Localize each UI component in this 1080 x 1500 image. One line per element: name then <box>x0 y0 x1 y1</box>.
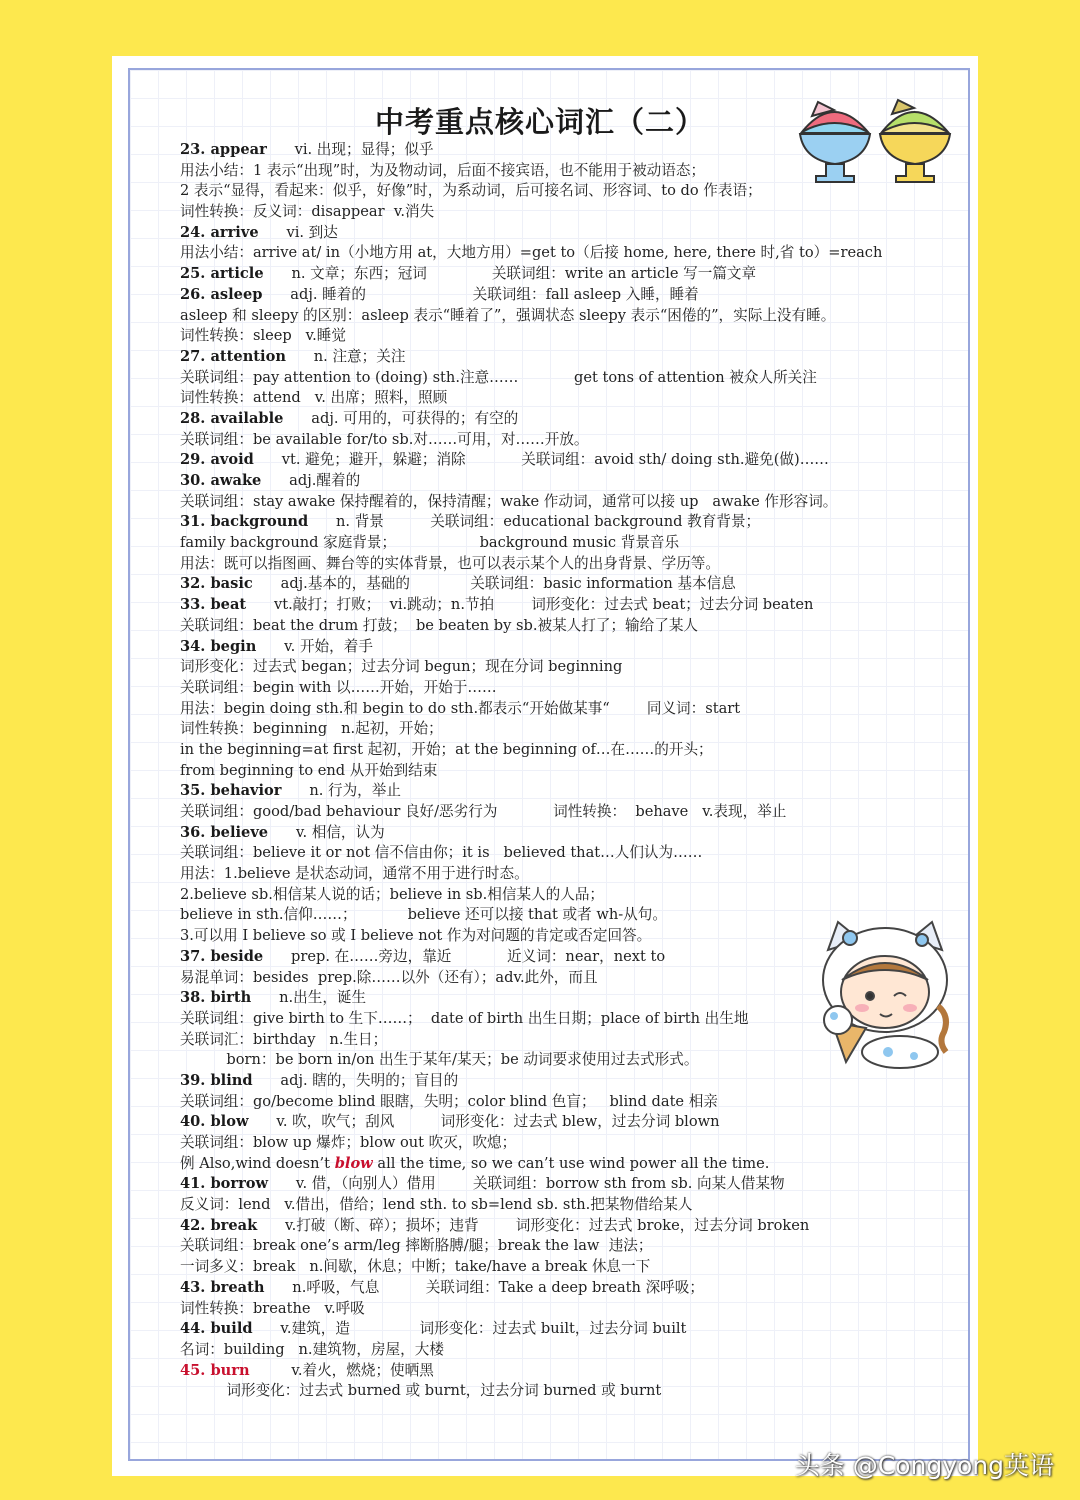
vocab-line <box>180 574 940 595</box>
vocab-line <box>180 657 940 678</box>
definition-text: born：be born in/on 出生于某年/某天；be 动词要求使用过去式形式。 <box>180 1051 699 1069</box>
vocab-line <box>180 595 940 616</box>
definition-text: adj. 可用的，可获得的；有空的 <box>283 409 519 427</box>
headword: 41. borrow <box>180 1175 269 1193</box>
vocab-line <box>180 1340 940 1361</box>
vocab-line <box>180 719 940 740</box>
vocab-line <box>180 905 940 926</box>
definition-text: n.呼吸，气息 关联词组：Take a deep breath 深呼吸； <box>264 1278 704 1296</box>
vocab-line <box>180 430 940 451</box>
headword: 30. awake <box>180 472 262 489</box>
definition-text: family background 家庭背景； background music 背景音乐 <box>180 534 680 552</box>
vocab-line <box>180 1195 940 1216</box>
vocab-line <box>180 554 940 575</box>
vocab-line <box>180 264 940 285</box>
definition-text: 3.可以用 I believe so 或 I believe not 作为对问题的肯定或否定回答。 <box>180 927 652 945</box>
definition-text: adj.基本的，基础的 关联词组：basic information 基本信息 <box>252 575 736 593</box>
definition-text: 关联词组：begin with 以……开始，开始于…… <box>180 678 497 696</box>
definition-text: 关联词组：good/bad behaviour 良好/恶劣行为 词性转换： behave v.表现，举止 <box>180 803 787 820</box>
vocab-line <box>180 1133 940 1154</box>
watermark: 头条 @Congyong英语 <box>794 1451 1054 1480</box>
vocab-line <box>180 947 940 968</box>
vocab-line <box>180 1050 940 1071</box>
vocab-line <box>180 843 940 864</box>
vocab-line <box>180 1216 940 1237</box>
headword: 38. birth <box>180 989 252 1007</box>
vocab-line <box>180 1174 940 1195</box>
definition-text: v. 吹，吹气；刮风 词形变化：过去式 blew，过去分词 blown <box>248 1113 720 1131</box>
definition-text: 关联词组：break one’s arm/leg 摔断胳膊/腿；break the law 违法； <box>180 1237 653 1255</box>
definition-text: v. 借，（向别人）借用 关联词组：borrow sth from sb. 向某人借某物 <box>268 1175 785 1193</box>
vocab-line <box>180 761 940 782</box>
vocab-line <box>180 181 940 202</box>
vocab-line <box>180 1236 940 1257</box>
definition-text: 反义词：lend v.借出，借给；lend sth. to sb=lend sb. sth.把某物借给某人 <box>180 1196 693 1214</box>
definition-text: adj. 睡着的 关联词组：fall asleep 入睡，睡着 <box>262 285 699 303</box>
definition-text: n. 行为，举止 <box>281 782 401 800</box>
headword: 39. blind <box>180 1071 253 1089</box>
vocab-line <box>180 699 940 720</box>
headword: 25. article <box>180 265 264 283</box>
definition-text: 关联词汇：birthday n.生日； <box>180 1030 388 1048</box>
headword: 27. attention <box>180 347 286 365</box>
definition-text: adj.醒着的 <box>261 472 361 489</box>
definition-text: v. 开始，着手 <box>256 637 373 655</box>
definition-text: 关联词组：beat the drum 打鼓； be beaten by sb.被某人打了；输给了某人 <box>180 616 699 634</box>
vocabulary-list <box>180 140 940 1402</box>
vocab-line <box>180 1361 940 1382</box>
definition-text: vi. 到达 <box>258 223 338 241</box>
vocab-line <box>180 512 940 533</box>
vocab-line <box>180 368 940 389</box>
headword: 35. behavior <box>180 782 282 800</box>
vocab-line <box>180 140 940 161</box>
headword: 37. beside <box>180 947 264 965</box>
headword: 28. available <box>180 409 284 427</box>
example-highlight: blow <box>334 1154 373 1172</box>
vocab-line <box>180 823 940 844</box>
headword: 40. blow <box>180 1113 249 1131</box>
vocab-line <box>180 1278 940 1299</box>
definition-text: 关联词组：pay attention to (doing) sth.注意…… get tons of attention 被众人所关注 <box>180 368 817 386</box>
vocab-line <box>180 1154 940 1175</box>
headword: 24. arrive <box>180 223 259 241</box>
vocab-line <box>180 1257 940 1278</box>
definition-text: 词性转换：sleep v.睡觉 <box>180 327 346 345</box>
definition-text: 易混单词：besides prep.除……以外（还有）；adv.此外，而且 <box>180 968 598 986</box>
headword: 44. build <box>180 1320 253 1338</box>
definition-text: n. 注意；关注 <box>285 347 406 365</box>
vocab-line <box>180 864 940 885</box>
vocab-line <box>180 492 940 513</box>
vocab-line <box>180 637 940 658</box>
vocab-line <box>180 326 940 347</box>
definition-text: 用法：begin doing sth.和 begin to do sth.都表示“开始做某事“ 同义词：start <box>180 699 741 717</box>
vocab-line <box>180 409 940 430</box>
vocab-line <box>180 1112 940 1133</box>
definition-text: 例 Also,wind doesn’t <box>180 1154 335 1172</box>
definition-text: in the beginning=at first 起初，开始；at the beginning of…在……的开头； <box>180 740 713 758</box>
vocab-line <box>180 223 940 244</box>
vocab-line <box>180 802 940 823</box>
definition-text: 用法小结：arrive at/ in（小地方用 at，大地方用）=get to（后接 home, here, there 时,省 to）=reach <box>180 244 883 262</box>
definition-text: v.打破（断、碎）；损坏；违背 词形变化：过去式 broke，过去分词 broken <box>257 1216 810 1234</box>
definition-text: v.建筑，造 词形变化：过去式 built，过去分词 built <box>252 1320 687 1338</box>
definition-text: 关联词组：be available for/to sb.对……可用，对……开放。 <box>180 430 589 448</box>
definition-text: 名词：building n.建筑物，房屋，大楼 <box>180 1340 444 1358</box>
vocab-line <box>180 471 940 492</box>
vocab-line <box>180 885 940 906</box>
page-title: 中考重点核心词汇（二） <box>374 105 705 139</box>
definition-text: 词形变化：过去式 began；过去分词 begun；现在分词 beginning <box>180 658 623 676</box>
definition-text: 用法：既可以指图画、舞台等的实体背景，也可以表示某个人的出身背景、学历等。 <box>180 554 720 572</box>
headword: 32. basic <box>180 575 253 593</box>
vocab-line <box>180 450 940 471</box>
definition-text: 词性转换：beginning n.起初，开始； <box>180 720 443 738</box>
vocab-line <box>180 1030 940 1051</box>
definition-text: all the time, so we can’t use wind power all the time. <box>372 1154 770 1172</box>
vocab-line <box>180 243 940 264</box>
headword: 43. breath <box>180 1278 265 1296</box>
definition-text: n.出生，诞生 <box>251 989 367 1007</box>
definition-text: v. 相信，认为 <box>268 823 385 841</box>
headword-highlight: 45. burn <box>180 1361 250 1379</box>
vocab-line <box>180 781 940 802</box>
vocab-line <box>180 161 940 182</box>
definition-text: 关联词组：stay awake 保持醒着的，保持清醒；wake 作动词，通常可以接 up awake 作形容词。 <box>180 492 838 510</box>
vocab-line <box>180 388 940 409</box>
headword: 34. begin <box>180 637 257 655</box>
vocab-line <box>180 202 940 223</box>
vocab-line <box>180 1299 940 1320</box>
definition-text: adj. 瞎的，失明的；盲目的 <box>252 1071 459 1089</box>
vocab-line <box>180 968 940 989</box>
headword: 36. believe <box>180 823 269 841</box>
definition-text: 关联词组：blow up 爆炸；blow out 吹灭，吹熄； <box>180 1134 517 1151</box>
vocab-line <box>180 306 940 327</box>
definition-text: vi. 出现；显得；似乎 <box>266 141 434 158</box>
definition-text: v.着火，燃烧；使晒黑 <box>249 1361 434 1379</box>
definition-text: believe in sth.信仰……； believe 还可以接 that 或者 wh-从句。 <box>180 906 667 924</box>
headword: 42. break <box>180 1216 258 1234</box>
vocab-line <box>180 988 940 1009</box>
headword: 33. beat <box>180 596 247 614</box>
vocab-line <box>180 285 940 306</box>
definition-text: 一词多义：break n.间歇，休息；中断；take/have a break 休息一下 <box>180 1258 651 1276</box>
vocab-line <box>180 740 940 761</box>
vocab-line <box>180 678 940 699</box>
definition-text: n. 文章；东西；冠词 关联词组：write an article 写一篇文章 <box>263 265 757 283</box>
headword: 31. background <box>180 513 309 531</box>
vocab-line <box>180 926 940 947</box>
vocab-line <box>180 347 940 368</box>
definition-text: n. 背景 关联词组：educational background 教育背景； <box>308 513 761 531</box>
definition-text: vt. 避免；避开，躲避；消除 关联词组：avoid sth/ doing sth.避免(做)…… <box>253 451 829 469</box>
definition-text: 词性转换：反义词：disappear v.消失 <box>180 203 435 221</box>
definition-text: 用法：1.believe 是状态动词，通常不用于进行时态。 <box>180 865 529 883</box>
vocab-line <box>180 533 940 554</box>
definition-text: 词性转换：attend v. 出席；照料，照顾 <box>180 389 448 407</box>
vocab-line <box>180 1071 940 1092</box>
definition-text: 2 表示“显得，看起来：似乎，好像”时，为系动词，后可接名词、形容词、to do 作表语； <box>180 182 762 200</box>
headword: 23. appear <box>180 141 267 158</box>
headword: 29. avoid <box>180 451 254 469</box>
definition-text: vt.敲打；打败； vi.跳动；n.节拍 词形变化：过去式 beat；过去分词 beaten <box>246 596 814 614</box>
vocab-line <box>180 616 940 637</box>
definition-text: prep. 在……旁边，靠近 近义词：near，next to <box>263 947 666 965</box>
headword: 26. asleep <box>180 285 263 303</box>
definition-text: 关联词组：go/become blind 眼瞎，失明；color blind 色盲； blind date 相亲 <box>180 1092 718 1110</box>
definition-text: asleep 和 sleepy 的区别：asleep 表示“睡着了”，强调状态 sleepy 表示“困倦的”，实际上没有睡。 <box>180 306 836 324</box>
definition-text: 词形变化：过去式 burned 或 burnt，过去分词 burned 或 burnt <box>180 1382 662 1400</box>
vocab-line <box>180 1009 940 1030</box>
definition-text: 关联词组：give birth to 生下……； date of birth 出生日期；place of birth 出生地 <box>180 1009 749 1027</box>
definition-text: 2.believe sb.相信某人说的话；believe in sb.相信某人的人品； <box>180 885 605 903</box>
definition-text: from beginning to end 从开始到结束 <box>180 761 438 779</box>
vocab-line <box>180 1319 940 1340</box>
vocab-line <box>180 1381 940 1402</box>
definition-text: 用法小结：1 表示“出现”时，为及物动词，后面不接宾语，也不能用于被动语态； <box>180 161 706 179</box>
definition-text: 词性转换：breathe v.呼吸 <box>180 1299 365 1317</box>
vocab-line <box>180 1092 940 1113</box>
definition-text: 关联词组：believe it or not 信不信由你；it is believed that…人们认为…… <box>180 844 703 862</box>
